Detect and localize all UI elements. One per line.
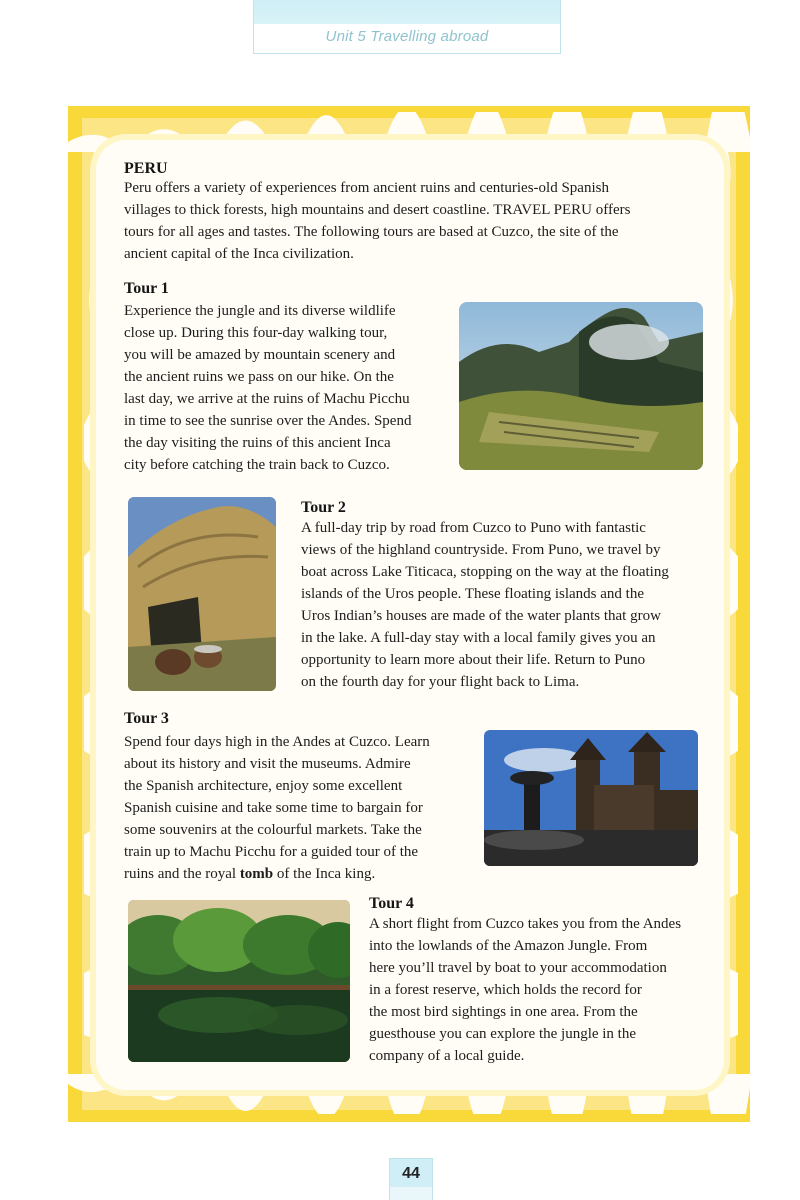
tour4-line: company of a local guide. — [369, 1048, 525, 1064]
page-number: 44 — [402, 1165, 420, 1182]
tour2-line: on the fourth day for your flight back to Lima. — [301, 674, 580, 690]
intro-line: villages to thick forests, high mountains and desert coastline. TRAVEL PERU offers — [124, 202, 631, 218]
tour4-line: the most bird sightings in one area. From the — [369, 1004, 638, 1020]
peru-title: PERU — [124, 160, 168, 177]
amazon-jungle-photo — [128, 900, 350, 1062]
tour1-line: the day visiting the ruins of this ancient Inca — [124, 435, 391, 451]
peru-intro — [124, 177, 714, 265]
tour3-title: Tour 3 — [124, 710, 169, 727]
tour4-line: here you’ll travel by boat to your accommodation — [369, 960, 667, 976]
tour1-line: last day, we arrive at the ruins of Machu Picchu — [124, 391, 410, 407]
tour3-last-end: of the Inca king. — [273, 866, 376, 882]
tour2-line: views of the highland countryside. From Puno, we travel by — [301, 542, 661, 558]
tour2-text — [301, 517, 711, 693]
tour1-line: close up. During this four-day walking tour, — [124, 325, 388, 341]
tour2-line: islands of the Uros people. These floating islands and the — [301, 586, 644, 602]
tour1-line: Experience the jungle and its diverse wildlife — [124, 303, 396, 319]
intro-line: ancient capital of the Inca civilization. — [124, 246, 354, 262]
unit-title: Unit 5 Travelling abroad — [325, 28, 489, 45]
tour3-line: train up to Machu Picchu for a guided tour of the — [124, 844, 419, 860]
tour4-line: into the lowlands of the Amazon Jungle. From — [369, 938, 648, 954]
tour2-line: boat across Lake Titicaca, stopping on the way at the floating — [301, 564, 669, 580]
tour2-line: A full-day trip by road from Cuzco to Puno with fantastic — [301, 520, 646, 536]
unit-header — [253, 0, 561, 54]
tour4-line: in a forest reserve, which holds the record for — [369, 982, 642, 998]
tour3-line: Spanish cuisine and take some time to bargain for — [124, 800, 423, 816]
tour3-last-start: ruins and the royal — [124, 866, 240, 882]
tour1-line: in time to see the sunrise over the Andes. Spend — [124, 413, 412, 429]
tour3-line-last — [124, 863, 484, 885]
tour2-line: in the lake. A full-day stay with a local family gives you an — [301, 630, 656, 646]
cuzco-cathedral-photo — [484, 730, 698, 866]
tour1-line: you will be amazed by mountain scenery and — [124, 347, 396, 363]
tour1-line: city before catching the train back to Cuzco. — [124, 457, 390, 473]
intro-line: Peru offers a variety of experiences from ancient ruins and centuries-old Spanish — [124, 180, 609, 196]
tour3-line: about its history and visit the museums. Admire — [124, 756, 411, 772]
uros-reed-house-photo — [128, 497, 276, 691]
page-number-tab — [389, 1158, 433, 1200]
tour4-line: A short flight from Cuzco takes you from the Andes — [369, 916, 682, 932]
tour2-title: Tour 2 — [301, 499, 346, 516]
tour2-line: Uros Indian’s houses are made of the water plants that grow — [301, 608, 661, 624]
tour1-text — [124, 300, 454, 476]
tour4-line: guesthouse you can explore the jungle in the — [369, 1026, 637, 1042]
tour2-line: opportunity to learn more about their life. Return to Puno — [301, 652, 646, 668]
tour3-text — [124, 731, 484, 885]
tour1-title: Tour 1 — [124, 280, 169, 297]
tour1-line: the ancient ruins we pass on our hike. On the — [124, 369, 394, 385]
tour3-line: the Spanish architecture, enjoy some excellent — [124, 778, 403, 794]
intro-line: tours for all ages and tastes. The following tours are based at Cuzco, the site of the — [124, 224, 619, 240]
tomb-keyword: tomb — [239, 866, 274, 882]
tour3-line: Spend four days high in the Andes at Cuzco. Learn — [124, 734, 430, 750]
tour4-text — [369, 913, 709, 1067]
tour3-line: some souvenirs at the colourful markets. Take the — [124, 822, 422, 838]
machu-picchu-photo — [459, 302, 703, 470]
tour4-title: Tour 4 — [369, 895, 414, 912]
